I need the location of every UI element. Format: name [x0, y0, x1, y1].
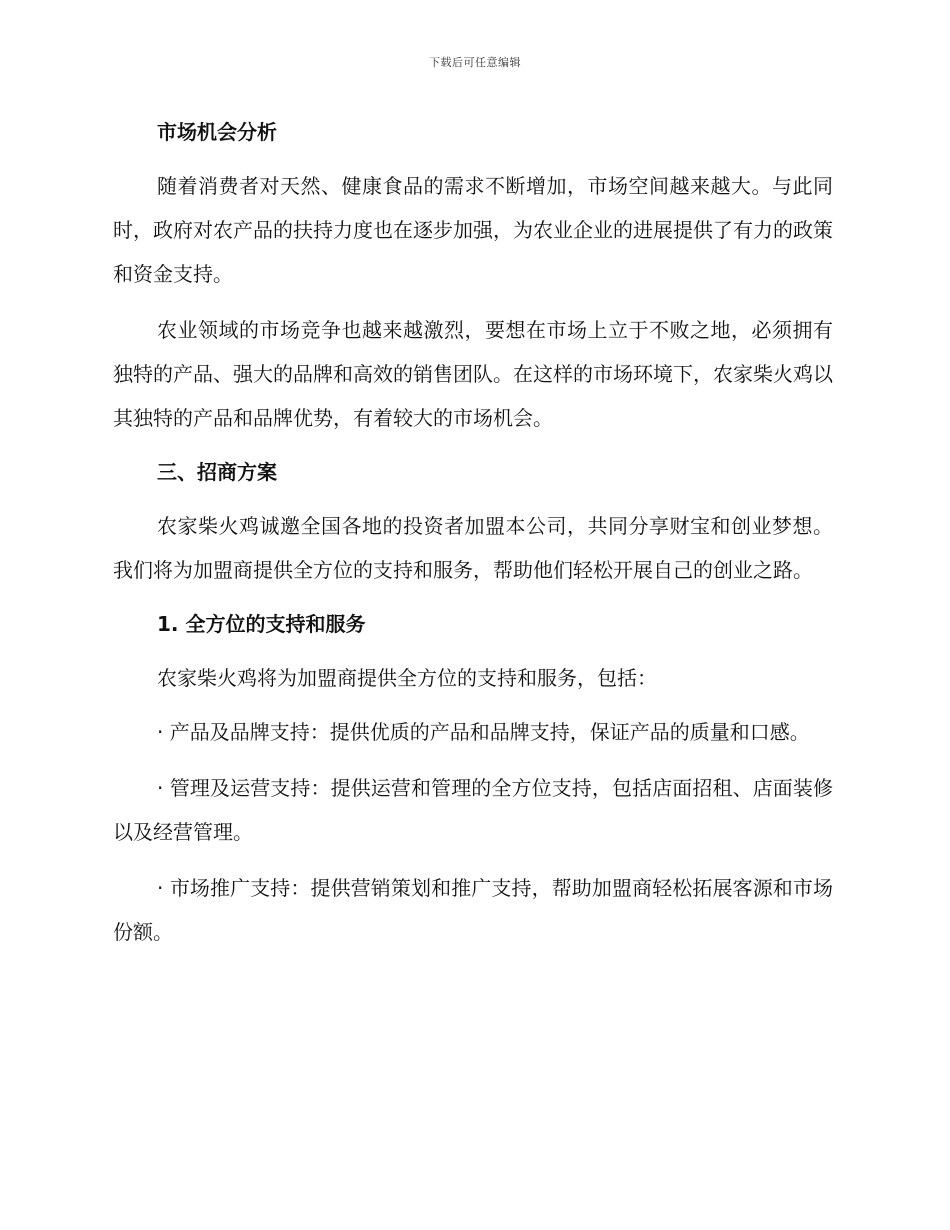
- list-item: · 管理及运营支持：提供运营和管理的全方位支持，包括店面招租、店面装修以及经营管理。: [113, 776, 833, 844]
- list-item: · 市场推广支持：提供营销策划和推广支持，帮助加盟商轻松拓展客源和市场份额。: [113, 876, 833, 944]
- section-heading-investment-plan: 三、招商方案: [157, 460, 277, 484]
- paragraph: 农家柴火鸡将为加盟商提供全方位的支持和服务，包括：: [157, 666, 657, 690]
- section-heading-market-opportunity: 市场机会分析: [157, 120, 277, 144]
- paragraph: 随着消费者对天然、健康食品的需求不断增加，市场空间越来越大。与此同时，政府对农产品的扶持力度也在逐步加强，为农业企业的进展提供了有力的政策和资金支持。: [113, 174, 833, 286]
- section-heading-support-services: 1. 全方位的支持和服务: [157, 612, 366, 636]
- document-body: [113, 110, 833, 954]
- list-item: · 产品及品牌支持：提供优质的产品和品牌支持，保证产品的质量和口感。: [157, 720, 810, 744]
- header-note: 下载后可任意编辑: [429, 56, 521, 69]
- paragraph: 农业领域的市场竞争也越来越激烈，要想在市场上立于不败之地，必须拥有独特的产品、强大的品牌和高效的销售团队。在这样的市场环境下，农家柴火鸡以其独特的产品和品牌优势，有着较大的市场机会。: [113, 318, 833, 430]
- paragraph: 农家柴火鸡诚邀全国各地的投资者加盟本公司，共同分享财宝和创业梦想。我们将为加盟商提供全方位的支持和服务，帮助他们轻松开展自己的创业之路。: [113, 514, 833, 582]
